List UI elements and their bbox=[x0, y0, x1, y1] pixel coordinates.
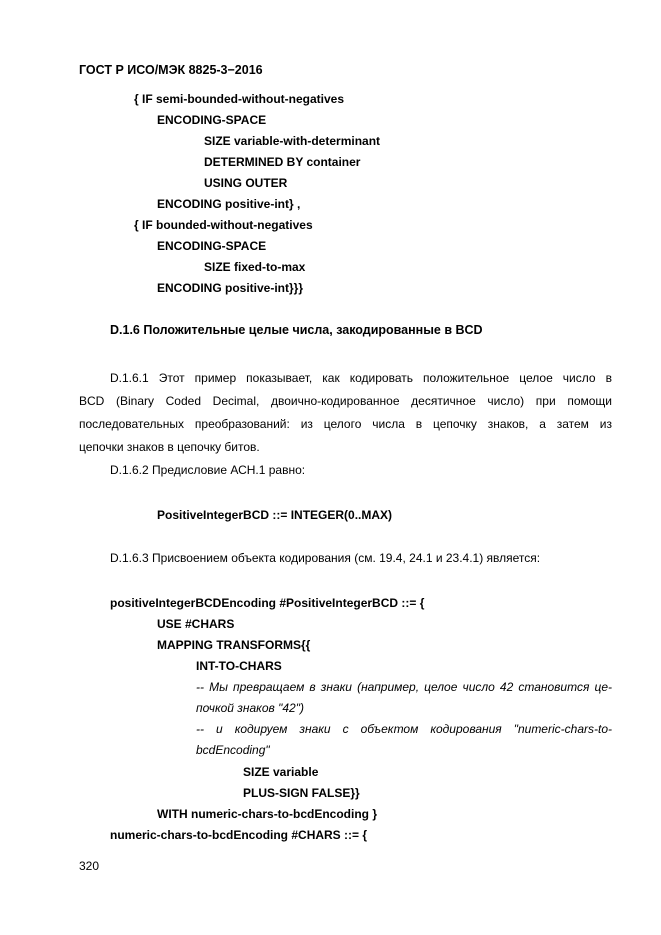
code-line: SIZE variable-with-determinant bbox=[204, 134, 381, 148]
code-line: WITH numeric-chars-to-bcdEncoding } bbox=[157, 807, 378, 821]
paragraph-line: последовательных преобразований: из целого числа в цепочку знаков, а затем из bbox=[79, 417, 612, 431]
code-line: { IF bounded-without-negatives bbox=[134, 218, 313, 232]
code-line: USE #CHARS bbox=[157, 617, 235, 631]
code-line: ENCODING positive-int}}} bbox=[157, 281, 304, 295]
code-line: positiveIntegerBCDEncoding #PositiveIntegerBCD ::= { bbox=[110, 596, 425, 610]
code-comment: почкой знаков "42") bbox=[196, 701, 304, 715]
document-header: ГОСТ Р ИСО/МЭК 8825-3−2016 bbox=[79, 63, 263, 77]
code-line: numeric-chars-to-bcdEncoding #CHARS ::= { bbox=[110, 828, 368, 842]
code-line: INT-TO-CHARS bbox=[196, 659, 282, 673]
paragraph-line: BCD (Binary Coded Decimal, двоично-кодированное десятичное число) при помощи bbox=[79, 394, 612, 408]
code-comment: -- и кодируем знаки с объектом кодирования "numeric-chars-to- bbox=[196, 722, 612, 736]
code-line: USING OUTER bbox=[204, 176, 288, 190]
code-line: DETERMINED BY container bbox=[204, 155, 361, 169]
code-line: PLUS-SIGN FALSE}} bbox=[243, 786, 360, 800]
code-comment: bcdEncoding" bbox=[196, 743, 270, 757]
paragraph: D.1.6.2 Предисловие АСН.1 равно: bbox=[110, 463, 306, 477]
code-line: { IF semi-bounded-without-negatives bbox=[134, 92, 345, 106]
code-line: MAPPING TRANSFORMS{{ bbox=[157, 638, 311, 652]
paragraph-line: цепочки знаков в цепочку битов. bbox=[79, 440, 260, 454]
code-line: ENCODING-SPACE bbox=[157, 113, 267, 127]
paragraph: D.1.6.3 Присвоением объекта кодирования (см. 19.4, 24.1 и 23.4.1) является: bbox=[110, 551, 541, 565]
code-line: ENCODING-SPACE bbox=[157, 239, 267, 253]
asn1-definition: PositiveIntegerBCD ::= INTEGER(0..MAX) bbox=[157, 508, 393, 522]
code-line: ENCODING positive-int} , bbox=[157, 197, 301, 211]
code-line: SIZE variable bbox=[243, 765, 319, 779]
paragraph-line: D.1.6.1 Этот пример показывает, как кодировать положительное целое число в bbox=[110, 371, 612, 385]
section-title: D.1.6 Положительные целые числа, закодированные в BCD bbox=[110, 323, 483, 337]
page-number: 320 bbox=[79, 859, 100, 873]
code-comment: -- Мы превращаем в знаки (например, целое число 42 становится це- bbox=[196, 680, 612, 694]
code-line: SIZE fixed-to-max bbox=[204, 260, 306, 274]
